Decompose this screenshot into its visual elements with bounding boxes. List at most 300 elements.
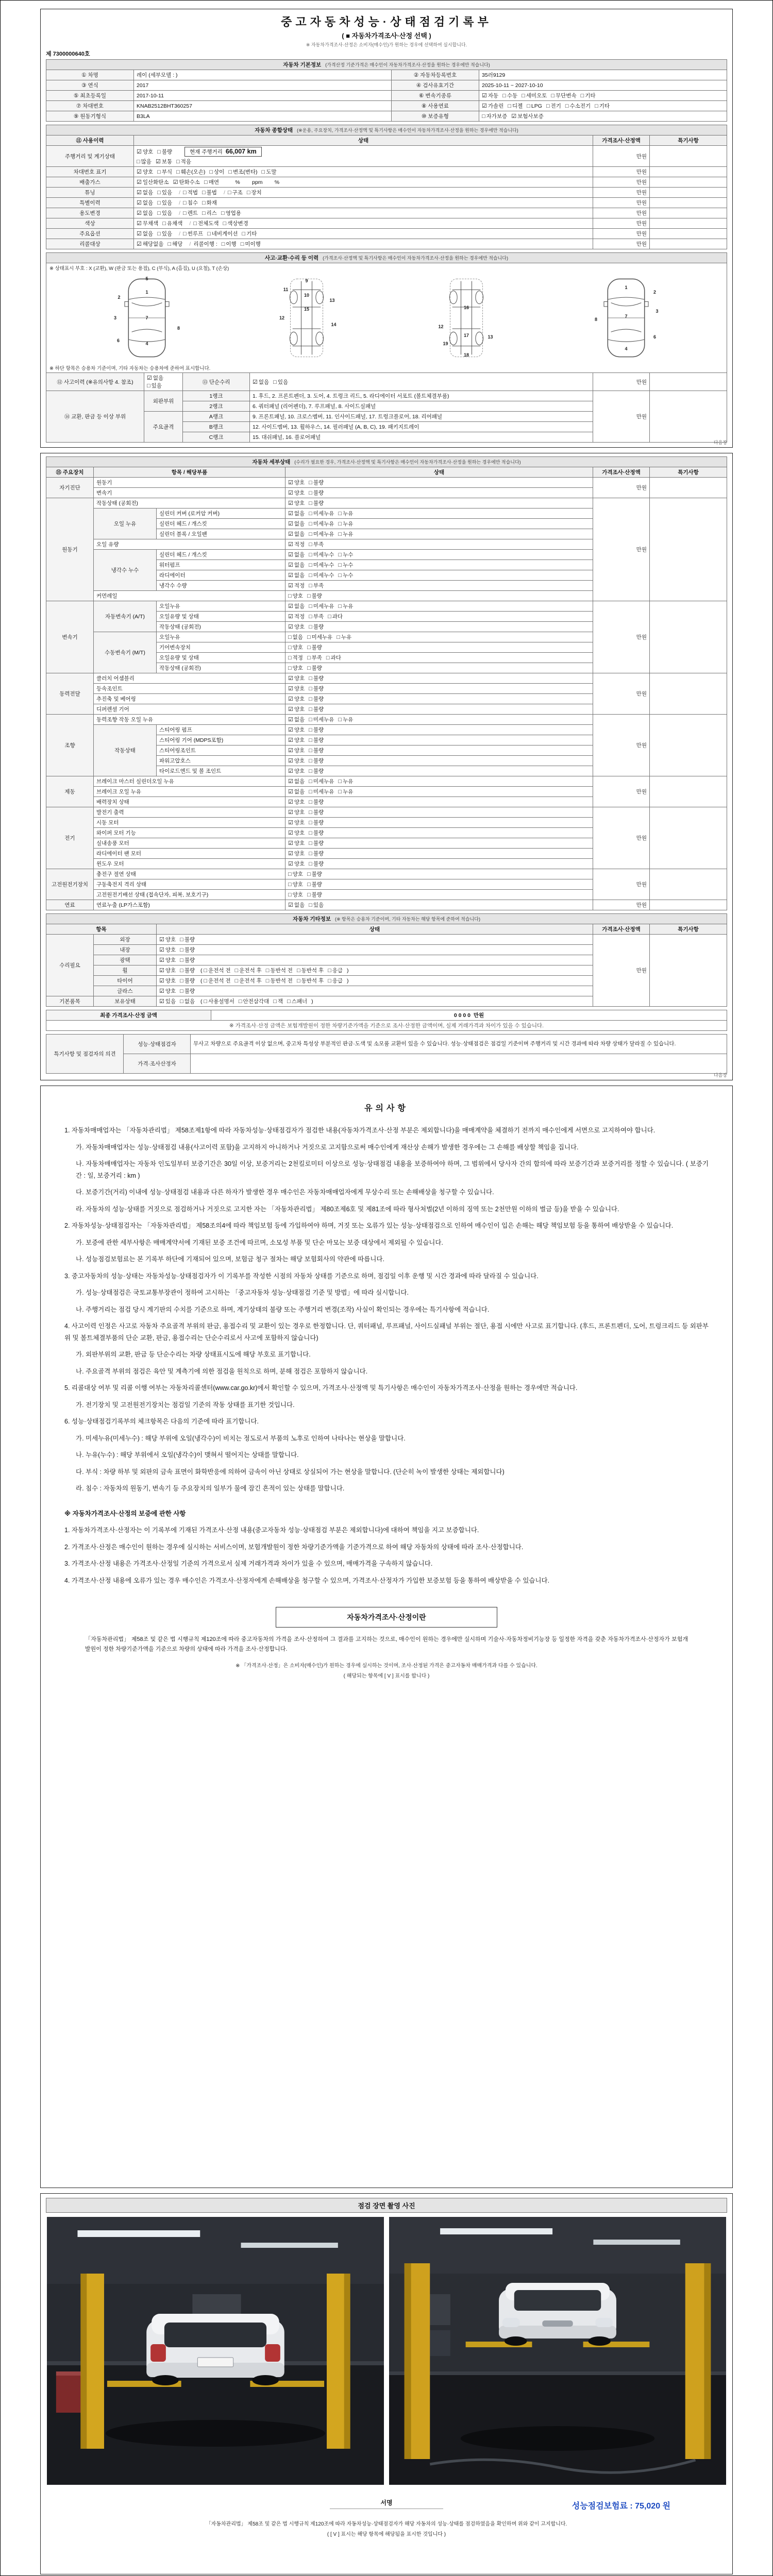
item-label: 작동상태 (공회전) <box>157 622 285 632</box>
notice-paragraph: 1. 자동차가격조사·산정자는 이 기록부에 기재된 가격조사·산정 내용(중고자동차 성능·상태점검 부분은 제외합니다)에 대하여 책임을 지고 보증합니다. <box>64 1527 479 1534</box>
unchecked-box-icon: □ <box>157 190 161 196</box>
checkbox-option: □ 불량 <box>309 500 324 506</box>
panel-number-marker: 4 <box>625 346 628 352</box>
device-group-label: 전기 <box>46 807 94 869</box>
item-label: 파워고압호스 <box>157 756 285 766</box>
state-mark-legend: ※ 상태표시 부호 : X (교환), W (판금 또는 용접), C (부식), A (흠집), U (요철), T (손상) <box>49 266 229 272</box>
checkbox-option: □ 미세누유 <box>309 717 334 723</box>
notice-paragraph: 라. 자동차의 성능·상태를 거짓으로 점검하거나 거짓으로 고지한 자는 「자동차관리법」 제80조제6호 및 제81조에 따라 형사처벌(2년 이하의 징역 또는 2천만원 이하의 벌금 등)을 받을 수 있습니다. <box>76 1205 619 1213</box>
use-history-label: 리콜대상 <box>46 239 134 249</box>
state-cell <box>285 550 593 560</box>
state-cell <box>157 935 593 945</box>
item-category-label: 작동상태 <box>94 725 157 776</box>
unchecked-box-icon: □ <box>328 614 331 620</box>
checkbox-option: □ 미세누유 <box>307 634 333 640</box>
price-appraisal-definition-text: 「자동차관리법」 제58조 및 같은 법 시행규칙 제120조에 따라 중고자동차의 가격을 조사·산정하여 그 결과를 고지하는 것으로, 매수인이 원하는 경우에만 실시하며 기술사·자동차정비기능장 등 일정한 자격을 갖춘 자동차가격조사·산정자가 보험개발원이 정한 차량기준가액을 기준으로 차량의 상태에 따라 가격을 조사·산정합니다. <box>85 1636 688 1652</box>
unchecked-box-icon: □ <box>338 717 342 723</box>
item-label: 실내송풍 모터 <box>94 838 285 849</box>
emission-units: % ppm % <box>223 179 280 185</box>
notice-paragraph: 4. 사고이력 인정은 사고로 자동차 주요골격 부위의 판금, 용접수리 및 교환이 있는 경우로 한정합니다. 단, 쿼터패널, 루프패널, 사이드실패널 부위는 절단, 용접 시에만 사고로 표기합니다. (후드, 프론트펜더, 도어, 트렁크리드 등 외판부위 및 볼트체결부품의 단순 교환, 판금, 용접수리는 단순수리로서 사고에 포함하지 않습니다) <box>64 1323 709 1342</box>
group-separator: / <box>179 231 181 237</box>
state-cell <box>285 704 593 715</box>
item-category-label: 냉각수 누수 <box>94 550 157 591</box>
unchecked-box-icon: □ <box>508 103 511 109</box>
item-label: 글라스 <box>94 986 157 996</box>
item-label: 실린더 블록 / 오일팬 <box>157 529 285 539</box>
checkbox-option: □ 누유 <box>338 717 354 723</box>
checkbox-option: ☑ 해당없음 <box>137 241 164 247</box>
checkbox-option: □ 불량 <box>307 645 322 651</box>
notice-paragraph: 1. 자동차매매업자는 「자동차관리법」 제58조제1항에 따라 자동차성능·상태점검자가 점검한 내용(자동차가격조사·산정 부분은 제외합니다)을 매매계약을 체결하기 전까지 매수인에게 서면으로 고지하여야 합니다. <box>64 1127 656 1134</box>
use-history-label: 차대번호 표기 <box>46 167 134 177</box>
checkbox-option: □ 누유 <box>337 634 352 640</box>
item-label: 변속기 <box>94 488 285 498</box>
checkbox-option: □ 불량 <box>309 851 324 857</box>
checkbox-option: ☑ 양호 <box>288 500 305 506</box>
checkbox-option: □ 부족 <box>307 655 322 661</box>
state-cell <box>285 581 593 591</box>
checked-box-icon: ☑ <box>288 737 293 743</box>
amount-cell: 만원 <box>593 478 649 498</box>
col-remark: 특기사항 <box>649 467 727 478</box>
repair-needed-label: 수리필요 <box>46 935 94 996</box>
checked-box-icon: ☑ <box>288 500 293 506</box>
amount-cell: 만원 <box>593 673 649 715</box>
state-cell <box>285 642 593 653</box>
checked-box-icon: ☑ <box>288 778 293 785</box>
unchecked-box-icon: □ <box>287 998 291 1005</box>
notice-paragraph: 2. 자동차성능·상태점검자는 「자동차관리법」 제58조의4에 따라 책임보험 등에 가입하여야 하며, 거짓 또는 오류가 있는 성능·상태점검으로 인하여 매수인이 입은 손해는 해당 책임보험 등을 통하여 배상받을 수 있습니다. <box>64 1222 674 1229</box>
checkbox-option: □ 기타 <box>595 103 610 109</box>
checkbox-option: ☑ 양호 <box>288 686 305 692</box>
checkbox-option: □ 불량 <box>309 861 324 867</box>
unchecked-box-icon: □ <box>307 655 311 661</box>
unchecked-box-icon: □ <box>527 103 530 109</box>
unchecked-box-icon: □ <box>265 968 270 974</box>
checkbox-option: □ 양호 <box>288 645 303 651</box>
item-label: 오일누유 <box>157 601 285 612</box>
rank-label: C랭크 <box>183 432 250 443</box>
field-label: ⑩ 보증유형 <box>392 111 479 122</box>
checkbox-option: ☑ 없음 <box>137 210 154 216</box>
checkbox-option: □ 불량 <box>309 758 324 764</box>
checkbox-option: ☑ 없음 <box>288 778 305 785</box>
checked-box-icon: ☑ <box>288 675 293 682</box>
state-cell <box>285 560 593 570</box>
checked-box-icon: ☑ <box>288 583 293 589</box>
unchecked-box-icon: □ <box>309 830 312 836</box>
field-label: ⑨ 원동기형식 <box>46 111 134 122</box>
vehicle-diagram <box>428 275 505 361</box>
state-cell <box>285 591 593 601</box>
checked-box-icon: ☑ <box>159 978 164 984</box>
notice-paragraph: 가. 전기장치 및 고전원전기장치는 점검일 기준의 작동 상태를 표기한 것입니다. <box>76 1401 295 1409</box>
remark-cell <box>650 146 727 167</box>
checkbox-option: □ 잭 <box>273 998 283 1005</box>
notice-paragraph: ※ 자동차가격조사·산정의 보증에 관한 사항 <box>64 1510 186 1517</box>
item-label: 워터펌프 <box>157 560 285 570</box>
state-cell <box>285 715 593 725</box>
remark-cell <box>650 391 727 443</box>
checkbox-option: □ 불량 <box>309 799 324 805</box>
panel-number-marker: 6 <box>653 334 657 340</box>
checkbox-option: □ 불량 <box>309 768 324 774</box>
unchecked-box-icon: □ <box>309 737 312 743</box>
state-cell <box>285 529 593 539</box>
field-label: ⑧ 사용연료 <box>392 101 479 111</box>
amount-cell: 만원 <box>593 807 649 869</box>
unchecked-box-icon: □ <box>234 978 239 984</box>
state-cell <box>134 188 593 198</box>
remark-cell <box>649 869 727 900</box>
document-title: 중고자동차성능·상태점검기록부 <box>281 15 492 28</box>
unchecked-box-icon: □ <box>522 93 525 99</box>
unchecked-box-icon: □ <box>180 957 183 963</box>
accident-history-label: ⑫ 사고이력 (※유의사항 4. 참조) <box>46 373 144 391</box>
checkbox-option: ☑ 양호 <box>288 809 305 816</box>
item-label: 충전구 절연 상태 <box>94 869 285 879</box>
checkbox-option: □ 부식 <box>157 169 173 175</box>
checkbox-option: □ 있음 <box>157 210 173 216</box>
checkbox-option: □ 있음 <box>273 379 289 385</box>
device-group-label: 자기진단 <box>46 478 94 498</box>
unchecked-box-icon: □ <box>309 541 312 548</box>
checkbox-option: ☑ 양호 <box>159 957 176 963</box>
state-cell <box>285 673 593 684</box>
checked-box-icon: ☑ <box>159 947 164 953</box>
unchecked-box-icon: □ <box>180 978 183 984</box>
item-label: 스티어링 펌프 <box>157 725 285 735</box>
unchecked-box-icon: □ <box>338 778 342 785</box>
unchecked-box-icon: □ <box>202 200 206 206</box>
checkbox-option: □ 누유 <box>338 521 354 527</box>
checkbox-option: □ 있음 <box>147 383 162 389</box>
item-label: 추진축 및 베어링 <box>94 694 285 704</box>
checked-box-icon: ☑ <box>137 169 142 175</box>
unchecked-box-icon: □ <box>309 572 312 579</box>
item-label: 라디에이터 <box>157 570 285 581</box>
checkbox-option: □ 미세누유 <box>309 789 334 795</box>
unchecked-box-icon: □ <box>273 379 277 385</box>
unchecked-box-icon: □ <box>307 665 311 671</box>
checked-box-icon: ☑ <box>288 480 293 486</box>
checked-box-icon: ☑ <box>288 603 293 609</box>
unchecked-box-icon: □ <box>288 665 292 671</box>
unchecked-box-icon: □ <box>204 968 208 974</box>
unchecked-box-icon: □ <box>288 634 292 640</box>
checked-box-icon: ☑ <box>288 851 293 857</box>
item-label: 외장 <box>94 935 157 945</box>
unchecked-box-icon: □ <box>180 937 183 943</box>
checkbox-option: □ 네비게이션 <box>207 231 238 237</box>
unchecked-box-icon: □ <box>309 861 312 867</box>
checked-box-icon: ☑ <box>288 624 293 630</box>
checkbox-option: □ 미세누유 <box>309 521 334 527</box>
panel-number-marker: 1 <box>625 285 628 291</box>
rank-items: 12. 사이드멤버, 13. 휠하우스, 14. 필러패널 (A, B, C), 19. 패키지트레이 <box>250 422 593 432</box>
checkbox-option: □ 상이 <box>209 169 225 175</box>
opinion-role-label: 성능·상태점검자 <box>124 1035 191 1054</box>
notice-paragraph: 나. 누유(누수) : 해당 부위에서 오일(냉각수)이 맺혀서 떨어지는 상태를 말합니다. <box>76 1451 299 1459</box>
unchecked-box-icon: □ <box>309 624 312 630</box>
checkbox-option: □ 전체도색 <box>193 221 219 227</box>
field-label: ① 차명 <box>46 70 134 80</box>
state-cell <box>134 208 593 218</box>
state-cell <box>285 900 593 910</box>
photo-2-illustration <box>389 2217 726 2485</box>
checkbox-option: □ 불량 <box>309 840 324 846</box>
state-cell <box>285 787 593 797</box>
amount-cell: 만원 <box>593 869 649 900</box>
checkbox-option: □ 자가보증 <box>482 113 508 120</box>
unchecked-box-icon: □ <box>202 210 206 216</box>
section-detail-state <box>40 453 733 1080</box>
unchecked-box-icon: □ <box>309 562 312 568</box>
state-cell <box>285 509 593 519</box>
checkbox-option: □ 스패너 <box>287 998 308 1005</box>
checkbox-option: ☑ 양호 <box>288 820 305 826</box>
notices-footer-2: ( 해당되는 항목에 [ V ] 표시를 합니다 ) <box>343 1673 430 1680</box>
next-page-label: 다음장 <box>713 440 727 445</box>
checkbox-option: □ 불량 <box>309 706 324 713</box>
panel-number-marker: 16 <box>463 304 469 310</box>
checkbox-option: ☑ 양호 <box>288 727 305 733</box>
state-cell <box>285 519 593 529</box>
document-subnote: ※ 자동차가격조사·산정은 소비자(매수인)가 원하는 경우에 선택하여 실시합니다. <box>306 42 467 47</box>
unchecked-box-icon: □ <box>338 521 342 527</box>
checked-box-icon: ☑ <box>159 957 164 963</box>
mileage-state-cell <box>134 146 593 167</box>
unchecked-box-icon: □ <box>338 603 342 609</box>
field-value <box>479 91 727 101</box>
checkbox-option: □ 구조 <box>227 190 243 196</box>
field-value: 레이 (세부모델 : ) <box>134 70 392 80</box>
unchecked-box-icon: □ <box>180 988 183 994</box>
item-label: 실린더 헤드 / 개스킷 <box>157 519 285 529</box>
panel-number-marker: 4 <box>145 341 148 347</box>
checkbox-option: ☑ 무채색 <box>137 221 159 227</box>
current-mileage-box: 현재 주행거리 66,007 km <box>184 147 262 157</box>
checkbox-option: □ 양호 <box>288 882 303 888</box>
unchecked-box-icon: □ <box>307 871 311 877</box>
checkbox-option: □ 불량 <box>309 727 324 733</box>
amount-cell: 만원 <box>593 208 650 218</box>
checked-box-icon: ☑ <box>137 231 142 237</box>
item-label: 기어변속장치 <box>157 642 285 653</box>
checkbox-option: □ 누유 <box>338 531 354 537</box>
state-cell <box>134 218 593 229</box>
checked-box-icon: ☑ <box>137 210 142 216</box>
field-value: KNAB2512BHT360257 <box>134 101 392 111</box>
unchecked-box-icon: □ <box>309 603 312 609</box>
field-label: ⑦ 차대번호 <box>46 101 134 111</box>
checked-box-icon: ☑ <box>288 562 293 568</box>
unchecked-box-icon: □ <box>309 768 312 774</box>
notice-paragraph: 라. 침수 : 자동차의 원동기, 변속기 등 주요장치의 일부가 물에 잠긴 흔적이 있는 상태를 말합니다. <box>76 1485 345 1492</box>
checkbox-option: ☑ 없음 <box>288 521 305 527</box>
item-label: 브레이크 오일 누유 <box>94 787 285 797</box>
item-category-label: 수동변속기 (M/T) <box>94 632 157 673</box>
detail-state-table <box>46 456 727 910</box>
report-sheet <box>40 9 733 2574</box>
unchecked-box-icon: □ <box>288 593 292 599</box>
checkbox-option: ☑ 양호 <box>288 490 305 496</box>
panel-number-marker: 15 <box>304 307 310 312</box>
remark-cell <box>650 167 727 177</box>
diagram-cell <box>46 263 727 373</box>
checkbox-option: ☑ 없음 <box>288 562 305 568</box>
panel-number-marker: 18 <box>463 352 469 358</box>
panel-number-marker: 8 <box>177 326 180 331</box>
checkbox-option: □ 화재 <box>202 200 217 206</box>
item-label: 브레이크 마스터 실린더오일 누유 <box>94 776 285 787</box>
checkbox-option: □ 수소전기 <box>565 103 591 109</box>
use-history-label: 주요옵션 <box>46 229 134 239</box>
unchecked-box-icon: □ <box>309 696 312 702</box>
use-history-label: 튜닝 <box>46 188 134 198</box>
field-value <box>479 101 727 111</box>
checkbox-option: □ 이행 <box>221 241 237 247</box>
checkbox-option: □ 렌트 <box>183 210 198 216</box>
col-item: 항목 <box>46 924 157 935</box>
checkbox-option: ☑ 없음 <box>288 789 305 795</box>
state-cell <box>285 663 593 673</box>
unchecked-box-icon: □ <box>309 552 312 558</box>
checkbox-option: □ 세미오토 <box>522 93 547 99</box>
remark-cell <box>649 900 727 910</box>
checkbox-option: ☑ 양호 <box>288 624 305 630</box>
checkbox-option: □ 운전석 전 <box>204 978 231 984</box>
checkbox-option: □ 불량 <box>180 937 195 943</box>
checkbox-option: □ 훼손(오손) <box>176 169 206 175</box>
remark-cell <box>650 373 727 391</box>
col-state: 상태 <box>134 135 593 146</box>
checkbox-option: □ 양호 <box>288 665 303 671</box>
checked-box-icon: ☑ <box>288 840 293 846</box>
unchecked-box-icon: □ <box>221 241 225 247</box>
unchecked-box-icon: □ <box>309 809 312 816</box>
checkbox-option: ☑ 양호 <box>288 830 305 836</box>
rank-items: 1. 후드, 2. 프론트펜더, 3. 도어, 4. 트렁크 리드, 5. 라디에이터 서포트 (볼트체결부품) <box>250 391 593 401</box>
unchecked-box-icon: □ <box>309 480 312 486</box>
state-cell <box>134 167 593 177</box>
checkbox-option: □ 수동 <box>502 93 518 99</box>
state-cell <box>134 177 593 188</box>
unchecked-box-icon: □ <box>207 231 211 237</box>
checkbox-option: □ 적음 <box>176 159 192 165</box>
unchecked-box-icon: □ <box>234 968 239 974</box>
state-cell <box>157 955 593 965</box>
rank-label: A랭크 <box>183 412 250 422</box>
unchecked-box-icon: □ <box>157 200 161 206</box>
checkbox-option: □ 불량 <box>157 149 173 155</box>
unchecked-box-icon: □ <box>183 200 187 206</box>
checked-box-icon: ☑ <box>288 809 293 816</box>
checkbox-option: □ 불량 <box>309 809 324 816</box>
field-label: ④ 검사유효기간 <box>392 80 479 91</box>
panel-number-marker: 12 <box>279 315 285 320</box>
field-value: 2017 <box>134 80 392 91</box>
checkbox-option: □ 불량 <box>309 748 324 754</box>
state-cell <box>285 756 593 766</box>
notice-paragraph: 3. 가격조사·산정 내용은 가격조사·산정일 기준의 가격으로서 실제 거래가격과 차이가 있을 수 있으며, 매매가격을 구속하지 않습니다. <box>64 1560 433 1567</box>
final-price-label: 최종 가격조사·산정 금액 <box>46 1010 211 1021</box>
checkbox-option: □ 불량 <box>309 737 324 743</box>
remark-cell <box>650 208 727 218</box>
unchecked-box-icon: □ <box>180 947 183 953</box>
checkbox-option: □ 적정 <box>288 655 303 661</box>
unchecked-box-icon: □ <box>193 221 197 227</box>
notices-body <box>64 1125 709 1586</box>
checkbox-option: □ 응급 <box>328 968 343 974</box>
device-group-label: 조향 <box>46 715 94 776</box>
remark-cell <box>650 239 727 249</box>
state-cell <box>157 965 593 976</box>
checkbox-option: □ 사용설명서 <box>204 998 234 1005</box>
panel-number-marker: 3 <box>113 315 117 320</box>
unchecked-box-icon: □ <box>157 149 161 155</box>
unchecked-box-icon: □ <box>288 892 292 898</box>
detail-section-title: 자동차 세부상태 (수리가 필요한 경우, 가격조사·산정액 및 특기사항은 매수인이 자동차가격조사·산정을 원하는 경우에만 적습니다) <box>46 457 727 467</box>
item-label: 실린더 헤드 / 개스킷 <box>157 550 285 560</box>
checkbox-option: ☑ 없음 <box>137 190 154 196</box>
unchecked-box-icon: □ <box>162 221 166 227</box>
unchecked-box-icon: □ <box>309 799 312 805</box>
unchecked-box-icon: □ <box>221 210 225 216</box>
checkbox-option: ☑ 적정 <box>288 583 305 589</box>
remark-cell <box>649 673 727 715</box>
checkbox-option: ☑ 양호 <box>159 978 176 984</box>
unchecked-box-icon: □ <box>338 789 342 795</box>
checkbox-option: □ 불량 <box>309 490 324 496</box>
checkbox-option: ☑ 양호 <box>288 758 305 764</box>
section-notices <box>40 1086 733 2188</box>
vehicle-diagram <box>587 275 665 361</box>
checked-box-icon: ☑ <box>288 706 293 713</box>
unchecked-box-icon: □ <box>595 103 598 109</box>
checked-box-icon: ☑ <box>288 521 293 527</box>
amount-cell: 만원 <box>593 900 649 910</box>
unchecked-box-icon: □ <box>309 521 312 527</box>
unchecked-box-icon: □ <box>261 169 265 175</box>
extra-options: ( □ 운전석 전 □ 운전석 후 □ 동반석 전 □ 동반석 후 □ 응급 ) <box>199 968 349 974</box>
checkbox-option: □ 누유 <box>338 789 354 795</box>
state-cell <box>285 745 593 756</box>
section-photos-signature <box>40 2193 733 2574</box>
device-group-label: 연료 <box>46 900 94 910</box>
field-value: 2025-10-11 ~ 2027-10-10 <box>479 80 727 91</box>
checked-box-icon: ☑ <box>137 241 142 247</box>
unchecked-box-icon: □ <box>338 572 342 579</box>
unchecked-box-icon: □ <box>482 113 485 120</box>
state-cell <box>285 869 593 879</box>
checkbox-option: □ 무단변속 <box>551 93 577 99</box>
checkbox-option: □ 디젤 <box>508 103 523 109</box>
item-label: 실린더 커버 (로커암 커버) <box>157 509 285 519</box>
item-category-label: 자동변속기 (A/T) <box>94 601 157 632</box>
checkbox-option: □ 운전석 후 <box>234 978 262 984</box>
inspection-photos <box>46 2213 727 2489</box>
checkbox-option: □ 불량 <box>180 978 195 984</box>
checkbox-option: □ 누유 <box>338 511 354 517</box>
state-cell <box>157 996 593 1007</box>
unchecked-box-icon: □ <box>338 562 342 568</box>
checked-box-icon: ☑ <box>173 179 178 185</box>
use-history-label: 배출가스 <box>46 177 134 188</box>
signature-row <box>46 2493 727 2517</box>
checkbox-option: □ 많음 <box>137 159 152 165</box>
section-basic-and-history <box>40 9 733 448</box>
